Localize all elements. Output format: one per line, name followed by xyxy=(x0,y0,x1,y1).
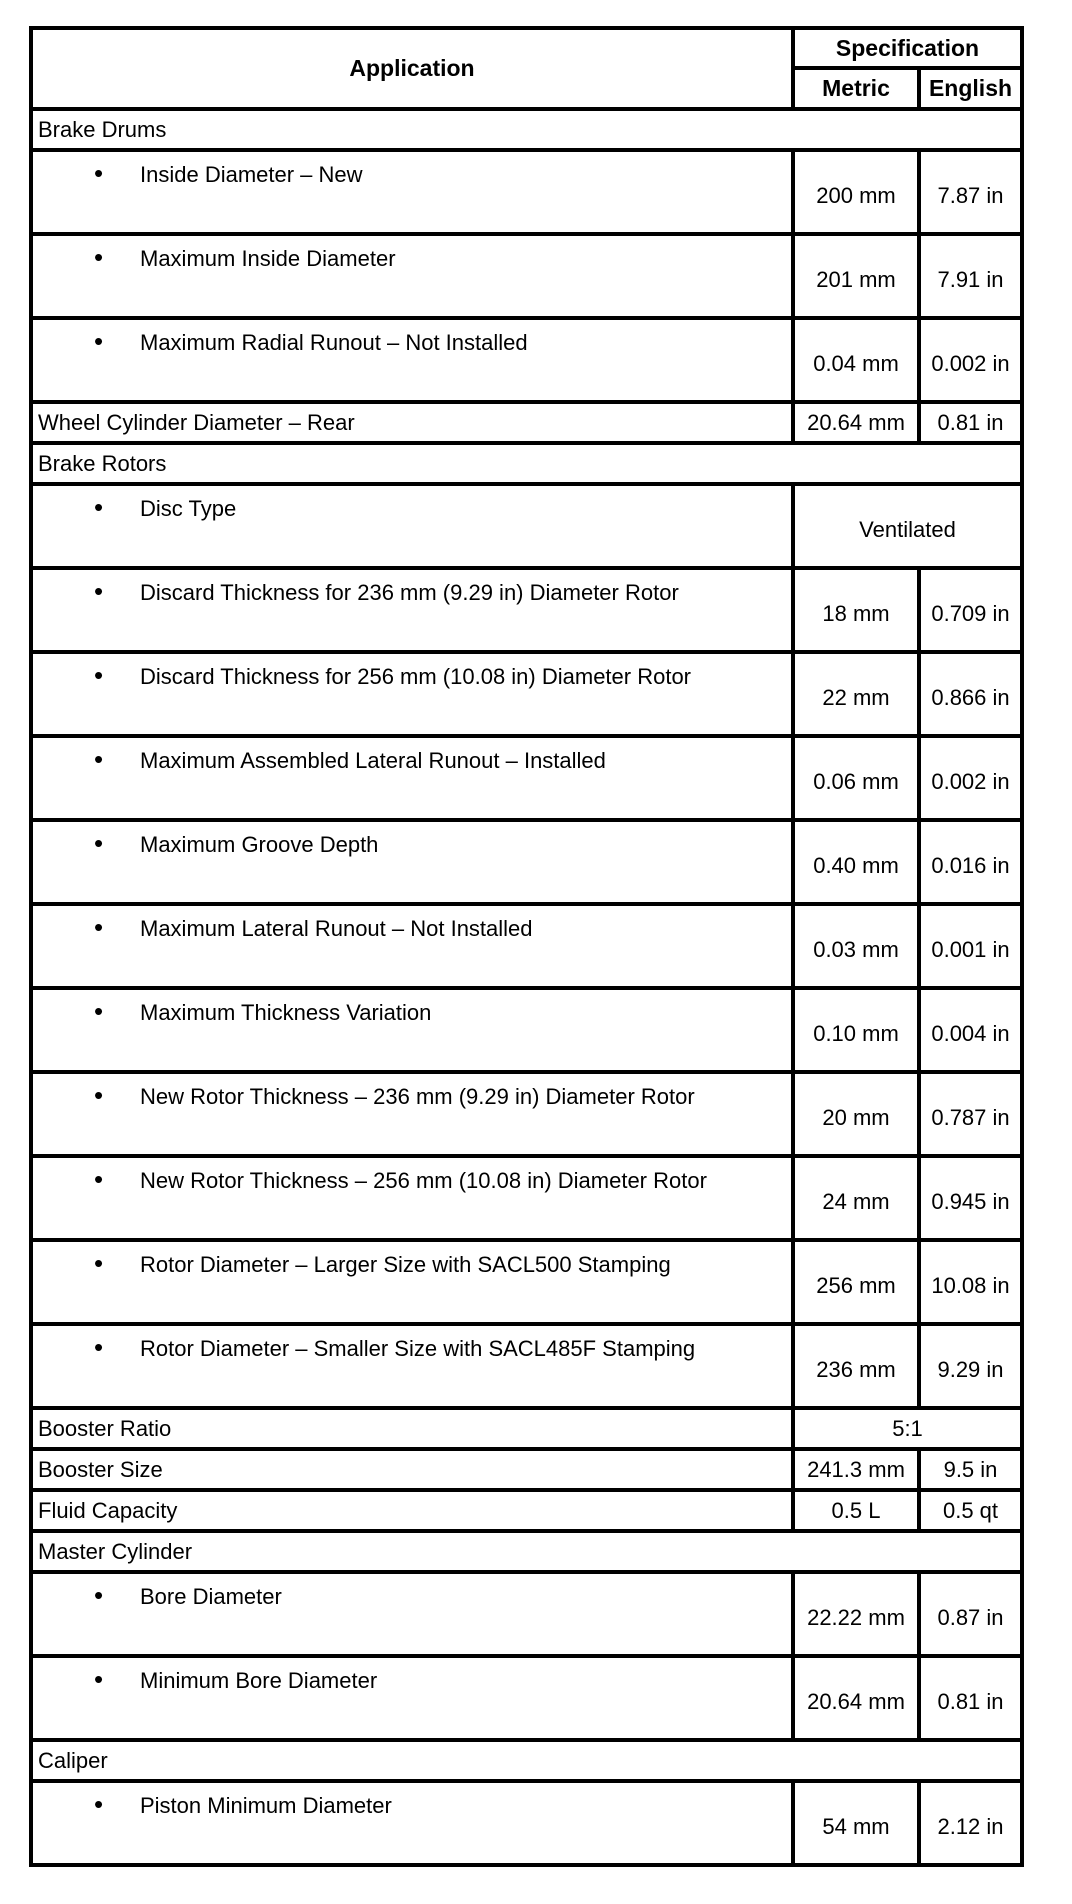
item-label: Inside Diameter – New xyxy=(140,162,363,187)
bullet-icon: • xyxy=(94,1332,104,1362)
section-label: Brake Rotors xyxy=(31,443,1022,484)
spec-value: Ventilated xyxy=(793,484,1022,568)
item-label: Minimum Bore Diameter xyxy=(140,1668,378,1693)
bullet-icon: • xyxy=(94,744,104,774)
bullet-icon: • xyxy=(94,828,104,858)
metric-value: 0.06 mm xyxy=(793,736,919,820)
english-value: 0.016 in xyxy=(919,820,1022,904)
english-value: 0.004 in xyxy=(919,988,1022,1072)
item-cell xyxy=(31,568,793,652)
table-row xyxy=(31,1490,1022,1531)
bullet-icon: • xyxy=(94,996,104,1026)
item-label: Maximum Inside Diameter xyxy=(140,246,396,271)
table-row xyxy=(31,736,1022,820)
english-value: 0.709 in xyxy=(919,568,1022,652)
section-row xyxy=(31,443,1022,484)
table-row xyxy=(31,1324,1022,1408)
item-cell xyxy=(31,1656,793,1740)
item-label: Bore Diameter xyxy=(140,1584,282,1609)
table-row xyxy=(31,1656,1022,1740)
item-label: New Rotor Thickness – 256 mm (10.08 in) Diameter Rotor xyxy=(140,1168,707,1193)
bullet-icon: • xyxy=(94,576,104,606)
bullet-icon: • xyxy=(94,1580,104,1610)
table-row xyxy=(31,402,1022,443)
item-cell xyxy=(31,318,793,402)
english-value: 0.002 in xyxy=(919,736,1022,820)
table-row xyxy=(31,1408,1022,1449)
specification-header: Specification xyxy=(793,28,1022,68)
item-label: Discard Thickness for 256 mm (10.08 in) Diameter Rotor xyxy=(140,664,692,689)
english-value: 0.002 in xyxy=(919,318,1022,402)
item-cell xyxy=(31,1156,793,1240)
section-label: Brake Drums xyxy=(31,109,1022,150)
table-row xyxy=(31,234,1022,318)
metric-value: 0.10 mm xyxy=(793,988,919,1072)
english-value: 7.91 in xyxy=(919,234,1022,318)
table-row xyxy=(31,568,1022,652)
item-label: Maximum Lateral Runout – Not Installed xyxy=(140,916,533,941)
english-value: 2.12 in xyxy=(919,1781,1022,1865)
header-row xyxy=(31,28,1022,68)
metric-value: 256 mm xyxy=(793,1240,919,1324)
section-row xyxy=(31,109,1022,150)
metric-value: 54 mm xyxy=(793,1781,919,1865)
item-cell xyxy=(31,820,793,904)
section-row xyxy=(31,1740,1022,1781)
item-label: Maximum Assembled Lateral Runout – Installed xyxy=(140,748,606,773)
section-label: Caliper xyxy=(31,1740,1022,1781)
item-label: Rotor Diameter – Smaller Size with SACL485F Stamping xyxy=(140,1336,696,1361)
bullet-icon: • xyxy=(94,1664,104,1694)
english-value: 7.87 in xyxy=(919,150,1022,234)
bullet-icon: • xyxy=(94,242,104,272)
metric-value: 0.04 mm xyxy=(793,318,919,402)
item-cell xyxy=(31,736,793,820)
english-value: 0.87 in xyxy=(919,1572,1022,1656)
metric-value: 20 mm xyxy=(793,1072,919,1156)
bullet-icon: • xyxy=(94,1080,104,1110)
bullet-icon: • xyxy=(94,660,104,690)
metric-value: 236 mm xyxy=(793,1324,919,1408)
table-row xyxy=(31,1156,1022,1240)
metric-value: 0.5 L xyxy=(793,1490,919,1531)
metric-value: 20.64 mm xyxy=(793,1656,919,1740)
table-row xyxy=(31,820,1022,904)
bullet-icon: • xyxy=(94,158,104,188)
bullet-icon: • xyxy=(94,492,104,522)
table-row xyxy=(31,1449,1022,1490)
english-value: 0.945 in xyxy=(919,1156,1022,1240)
item-label: Discard Thickness for 236 mm (9.29 in) Diameter Rotor xyxy=(140,580,679,605)
table-row xyxy=(31,318,1022,402)
table-row xyxy=(31,988,1022,1072)
item-cell xyxy=(31,150,793,234)
metric-value: 20.64 mm xyxy=(793,402,919,443)
item-cell xyxy=(31,1072,793,1156)
english-value: 10.08 in xyxy=(919,1240,1022,1324)
metric-value: 18 mm xyxy=(793,568,919,652)
bullet-icon: • xyxy=(94,1248,104,1278)
table-row xyxy=(31,150,1022,234)
bullet-icon: • xyxy=(94,912,104,942)
section-label: Master Cylinder xyxy=(31,1531,1022,1572)
item-cell xyxy=(31,652,793,736)
metric-value: 24 mm xyxy=(793,1156,919,1240)
spec-value: 5:1 xyxy=(793,1408,1022,1449)
metric-header: Metric xyxy=(793,68,919,109)
section-row xyxy=(31,1531,1022,1572)
table-row xyxy=(31,1572,1022,1656)
english-value: 0.81 in xyxy=(919,402,1022,443)
item-label: Rotor Diameter – Larger Size with SACL500 Stamping xyxy=(140,1252,671,1277)
table-row xyxy=(31,904,1022,988)
table-row xyxy=(31,1781,1022,1865)
item-cell xyxy=(31,988,793,1072)
item-label: Maximum Radial Runout – Not Installed xyxy=(140,330,528,355)
item-cell xyxy=(31,484,793,568)
metric-value: 0.40 mm xyxy=(793,820,919,904)
row-label: Wheel Cylinder Diameter – Rear xyxy=(31,402,793,443)
english-value: 0.5 qt xyxy=(919,1490,1022,1531)
bullet-icon: • xyxy=(94,326,104,356)
english-value: 0.866 in xyxy=(919,652,1022,736)
row-label: Fluid Capacity xyxy=(31,1490,793,1531)
item-cell xyxy=(31,1324,793,1408)
table-row xyxy=(31,652,1022,736)
english-value: 9.29 in xyxy=(919,1324,1022,1408)
metric-value: 22.22 mm xyxy=(793,1572,919,1656)
metric-value: 22 mm xyxy=(793,652,919,736)
item-label: Piston Minimum Diameter xyxy=(140,1793,392,1818)
item-cell xyxy=(31,1240,793,1324)
spec-table xyxy=(29,26,1024,1867)
metric-value: 241.3 mm xyxy=(793,1449,919,1490)
bullet-icon: • xyxy=(94,1164,104,1194)
spec-body xyxy=(31,109,1022,1865)
table-row xyxy=(31,484,1022,568)
metric-value: 0.03 mm xyxy=(793,904,919,988)
metric-value: 200 mm xyxy=(793,150,919,234)
english-header: English xyxy=(919,68,1022,109)
english-value: 0.787 in xyxy=(919,1072,1022,1156)
item-label: Maximum Thickness Variation xyxy=(140,1000,432,1025)
bullet-icon: • xyxy=(94,1789,104,1819)
row-label: Booster Ratio xyxy=(31,1408,793,1449)
table-row xyxy=(31,1240,1022,1324)
item-cell xyxy=(31,1781,793,1865)
item-cell xyxy=(31,904,793,988)
item-cell xyxy=(31,1572,793,1656)
item-cell xyxy=(31,234,793,318)
item-label: New Rotor Thickness – 236 mm (9.29 in) Diameter Rotor xyxy=(140,1084,695,1109)
english-value: 0.001 in xyxy=(919,904,1022,988)
row-label: Booster Size xyxy=(31,1449,793,1490)
item-label: Maximum Groove Depth xyxy=(140,832,379,857)
item-label: Disc Type xyxy=(140,496,237,521)
english-value: 0.81 in xyxy=(919,1656,1022,1740)
table-row xyxy=(31,1072,1022,1156)
metric-value: 201 mm xyxy=(793,234,919,318)
english-value: 9.5 in xyxy=(919,1449,1022,1490)
application-header: Application xyxy=(31,28,793,109)
